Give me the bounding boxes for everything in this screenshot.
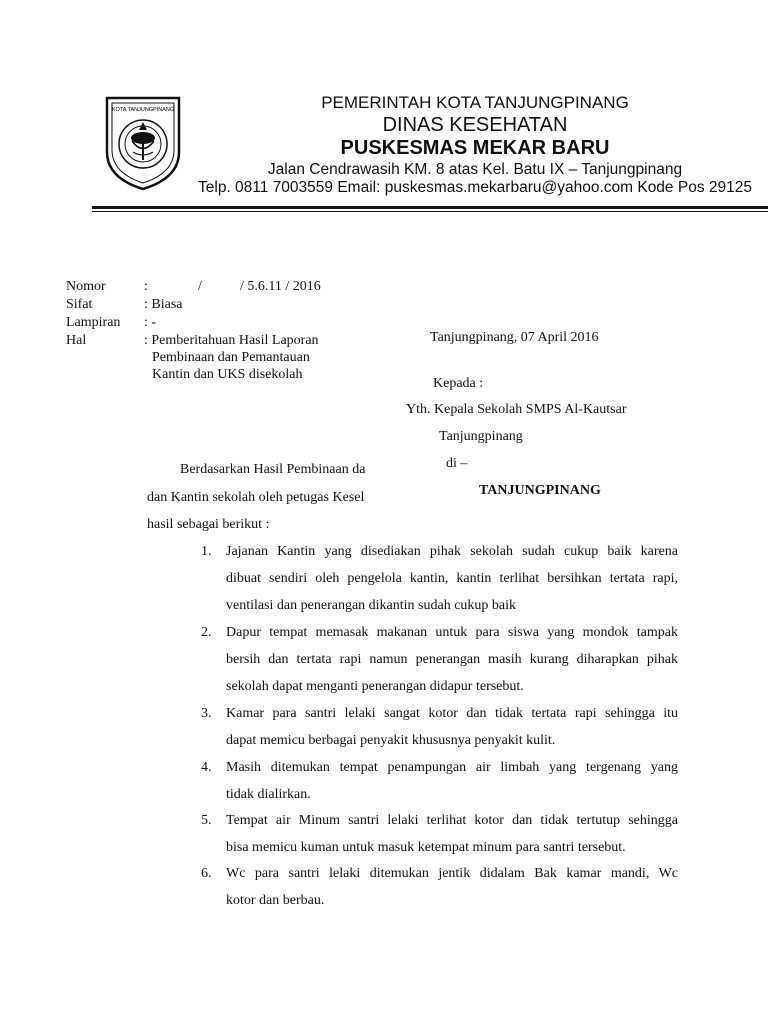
nomor-label: Nomor — [66, 279, 106, 294]
item-2-line-3: sekolah dapat menganti penerangan didapur tersebut. — [226, 679, 524, 694]
item-5-line-2: bisa memicu kuman untuk masuk ketempat minum para santri tersebut. — [226, 840, 626, 855]
item-2-line-1: Dapur tempat memasak makanan untuk para siswa yang mondok tampak — [226, 625, 678, 640]
item-5-number: 5. — [201, 813, 212, 828]
lampiran-value: : - — [144, 315, 157, 330]
recipient-city: Tanjungpinang — [439, 429, 523, 444]
nomor-slash: / — [198, 279, 202, 294]
recipient-city-caps: TANJUNGPINANG — [479, 483, 601, 498]
item-3-line-2: dapat memicu berbagai penyakit khususnya penyakit kulit. — [226, 733, 556, 748]
letterhead-department: DINAS KESEHATAN — [382, 114, 568, 136]
recipient-name: Yth. Kepala Sekolah SMPS Al-Kautsar — [406, 402, 627, 417]
sifat-value: : Biasa — [144, 297, 183, 312]
item-5-line-1: Tempat air Minum santri lelaki terlihat kotor dan tidak tertutup sehingga — [226, 813, 678, 828]
letterhead-government: PEMERINTAH KOTA TANJUNGPINANG — [321, 93, 629, 112]
body-line-2: dan Kantin sekolah oleh petugas Kesel — [147, 490, 365, 505]
hal-label: Hal — [66, 333, 87, 348]
item-3-number: 3. — [201, 706, 212, 721]
item-6-number: 6. — [201, 866, 212, 881]
letterhead-contact: Telp. 0811 7003559 Email: puskesmas.mekarbaru@yahoo.com Kode Pos 29125 — [198, 179, 752, 196]
letterhead-rule-thin — [92, 211, 768, 212]
logo-text: KOTA TANJUNGPINANG — [111, 107, 175, 113]
body-line-1: Berdasarkan Hasil Pembinaan da — [180, 462, 366, 477]
item-6-line-1: Wc para santri lelaki ditemukan jentik didalam Bak kamar mandi, Wc — [226, 866, 678, 881]
sifat-label: Sifat — [66, 297, 93, 312]
nomor-colon: : — [144, 279, 148, 294]
item-2-number: 2. — [201, 625, 212, 640]
item-1-line-3: ventilasi dan penerangan dikantin sudah cukup baik — [226, 598, 517, 613]
item-1-number: 1. — [201, 544, 212, 559]
item-1-line-2: dibuat sendiri oleh pengelola kantin, kantin terlihat bersihkan tertata rapi, — [226, 571, 678, 586]
hal-line-2: Pembinaan dan Pemantauan — [152, 350, 310, 365]
item-1-line-1: Jajanan Kantin yang disediakan pihak sekolah sudah cukup baik karena — [226, 544, 678, 559]
item-4-line-1: Masih ditemukan tempat penampungan air limbah yang tergenang yang — [226, 760, 678, 775]
item-4-line-2: tidak dialirkan. — [226, 787, 311, 802]
letterhead-rule-thick — [92, 206, 768, 209]
letterhead-address: Jalan Cendrawasih KM. 8 atas Kel. Batu IX – Tanjungpinang — [267, 161, 683, 178]
item-4-number: 4. — [201, 760, 212, 775]
item-6-line-2: kotor dan berbau. — [226, 893, 325, 908]
city-crest-logo — [103, 92, 183, 192]
item-2-line-2: bersih dan tertata rapi namun penerangan masih kurang diharapkan pihak — [226, 652, 678, 667]
kepada-label: Kepada : — [433, 376, 484, 391]
lampiran-label: Lampiran — [66, 315, 121, 330]
nomor-value: / 5.6.11 / 2016 — [240, 279, 321, 294]
recipient-di: di – — [446, 456, 468, 471]
item-3-line-1: Kamar para santri lelaki sangat kotor dan tidak tertata rapi sehingga itu — [226, 706, 678, 721]
place-date: Tanjungpinang, 07 April 2016 — [430, 330, 599, 345]
hal-line-3: Kantin dan UKS disekolah — [152, 367, 303, 382]
body-line-3: hasil sebagai berikut : — [147, 517, 270, 532]
letterhead-institution: PUSKESMAS MEKAR BARU — [340, 137, 610, 159]
hal-line-1: : Pemberitahuan Hasil Laporan — [144, 333, 319, 348]
